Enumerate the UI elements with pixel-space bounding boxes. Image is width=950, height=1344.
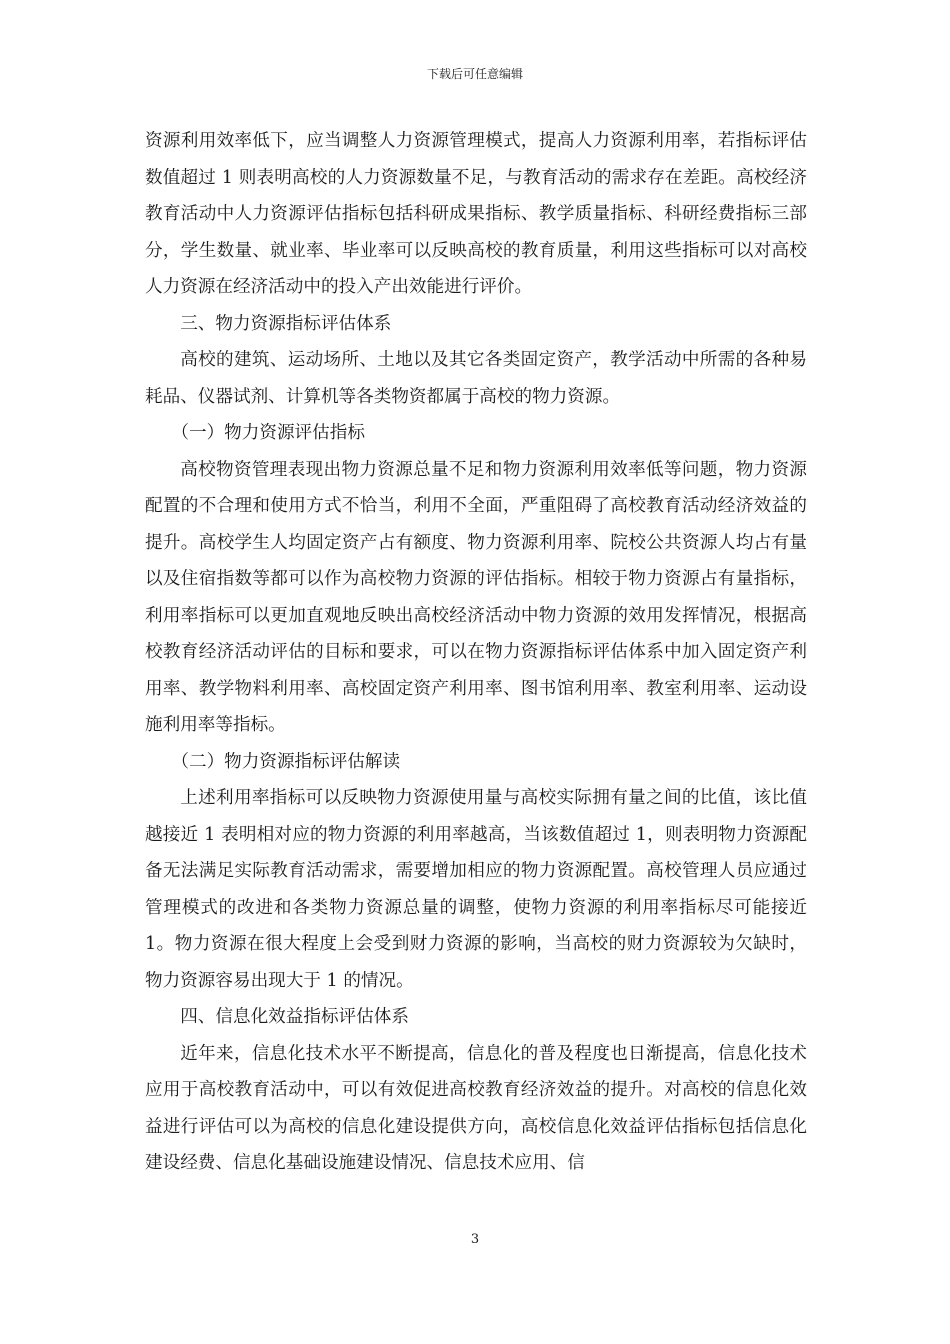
section-heading-3: 三、物力资源指标评估体系 — [180, 313, 392, 334]
section-heading-4: 四、信息化效益指标评估体系 — [180, 1007, 409, 1027]
document-body — [145, 123, 807, 1182]
subsection-heading-1: （一）物力资源评估指标 — [171, 423, 365, 443]
paragraph-informatization: 近年来，信息化技术水平不断提高，信息化的普及程度也日渐提高，信息化技术应用于高校教育活动中，可以有效促进高校教育经济效益的提升。对高校的信息化效益进行评估可以为高校的信息化建设提供方向，高校信息化效益评估指标包括信息化建设经费、信息化基础设施建设情况、信息技术应用、信 — [145, 1043, 807, 1173]
paragraph-material-resources: 高校的建筑、运动场所、土地以及其它各类固定资产，教学活动中所需的各种易耗品、仪器试剂、计算机等各类物资都属于高校的物力资源。 — [145, 350, 807, 407]
paragraph-material-indicators: 高校物资管理表现出物力资源总量不足和物力资源利用效率低等问题，物力资源配置的不合理和使用方式不恰当，利用不全面，严重阻碍了高校教育活动经济效益的提升。高校学生人均固定资产占有额度、物力资源利用率、院校公共资源人均占有量以及住宿指数等都可以作为高校物力资源的评估指标。相较于物力资源占有量指标，利用率指标可以更加直观地反映出高校经济活动中物力资源的效用发挥情况，根据高校教育经济活动评估的目标和要求，可以在物力资源指标评估体系中加入固定资产利用率、教学物料利用率、高校固定资产利用率、图书馆利用率、教室利用率、运动设施利用率等指标。 — [145, 459, 807, 735]
subsection-heading-2: （二）物力资源指标评估解读 — [171, 751, 401, 772]
paragraph-continuation: 资源利用效率低下，应当调整人力资源管理模式，提高人力资源利用率，若指标评估数值超过 1 则表明高校的人力资源数量不足，与教育活动的需求存在差距。高校经济教育活动中人力资源评估指标包括科研成果指标、教学质量指标、科研经费指标三部分，学生数量、就业率、毕业率可以反映高校的教育质量，利用这些指标可以对高校人力资源在经济活动中的投入产出效能进行评价。 — [145, 131, 807, 297]
page-number: 3 — [470, 1232, 480, 1247]
paragraph-indicator-interpretation: 上述利用率指标可以反映物力资源使用量与高校实际拥有量之间的比值，该比值越接近 1 表明相对应的物力资源的利用率越高，当该数值超过 1，则表明物力资源配备无法满足实际教育活动需求，需要增加相应的物力资源配置。高校管理人员应通过管理模式的改进和各类物力资源总量的调整，使物力资源的利用率指标尽可能接近 1。物力资源在很大程度上会受到财力资源的影响，当高校的财力资源较为欠缺时，物力资源容易出现大于 1 的情况。 — [145, 788, 807, 991]
page-header: 下载后可任意编辑 — [426, 67, 523, 81]
